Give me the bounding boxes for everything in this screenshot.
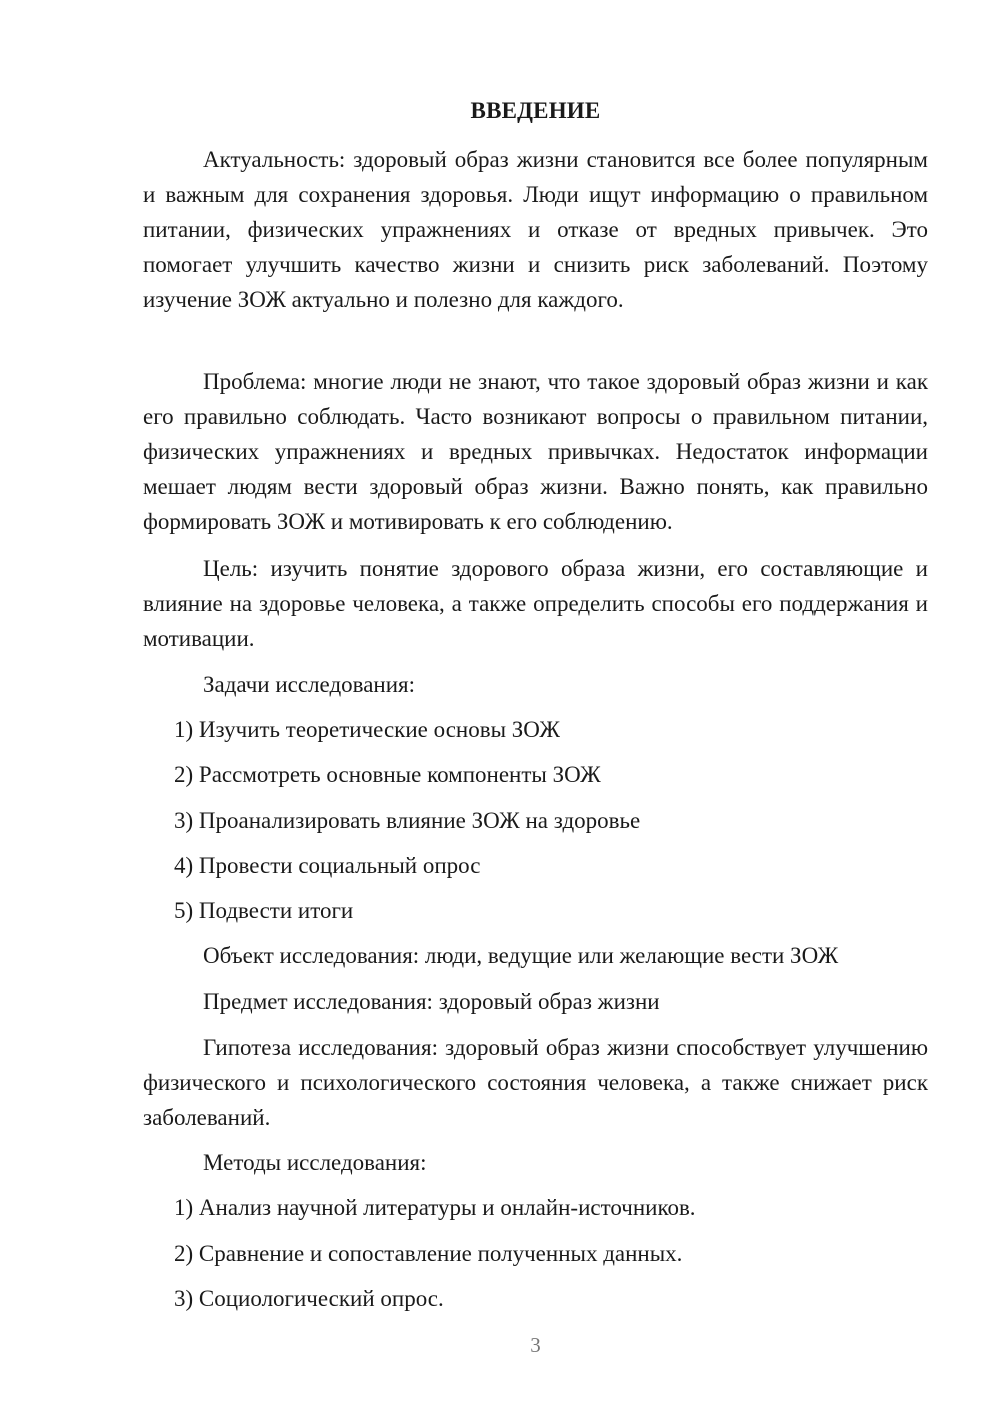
task-item: 1) Изучить теоретические основы ЗОЖ: [174, 717, 560, 742]
page-number: 3: [530, 1333, 541, 1357]
hypothesis-paragraph: Гипотеза исследования: здоровый образ жизни способствует улучшению физического и психологического состояния человека, а также снижает риск заболеваний.: [143, 1035, 928, 1130]
method-item: 1) Анализ научной литературы и онлайн-источников.: [174, 1195, 696, 1220]
page-title: ВВЕДЕНИЕ: [470, 98, 601, 123]
task-item: 4) Провести социальный опрос: [174, 853, 481, 878]
task-item: 5) Подвести итоги: [174, 898, 354, 923]
methods-heading: Методы исследования:: [203, 1150, 427, 1175]
task-item: 3) Проанализировать влияние ЗОЖ на здоровье: [174, 808, 641, 833]
method-item: 2) Сравнение и сопоставление полученных данных.: [174, 1241, 683, 1266]
relevance-paragraph: Актуальность: здоровый образ жизни становится все более популярным и важным для сохранения здоровья. Люди ищут информацию о правильном питании, физических упражнениях и отказе от вредных привычек. Это помогает улучшить качество жизни и снизить риск заболеваний. Поэтому изучение ЗОЖ актуально и полезно для каждого.: [143, 147, 928, 312]
research-subject: Предмет исследования: здоровый образ жизни: [203, 989, 660, 1014]
document-page: [143, 0, 928, 1414]
problem-paragraph: Проблема: многие люди не знают, что такое здоровый образ жизни и как его правильно соблюдать. Часто возникают вопросы о правильном питании, физических упражнениях и вредных привычках. Недостаток информации мешает людям вести здоровый образ жизни. Важно понять, как правильно формировать ЗОЖ и мотивировать к его соблюдению.: [143, 369, 928, 534]
goal-paragraph: Цель: изучить понятие здорового образа жизни, его составляющие и влияние на здоровье человека, а также определить способы его поддержания и мотивации.: [143, 556, 928, 651]
task-item: 2) Рассмотреть основные компоненты ЗОЖ: [174, 762, 601, 787]
research-object: Объект исследования: люди, ведущие или желающие вести ЗОЖ: [203, 943, 839, 968]
tasks-heading: Задачи исследования:: [203, 672, 416, 697]
method-item: 3) Социологический опрос.: [174, 1286, 444, 1311]
